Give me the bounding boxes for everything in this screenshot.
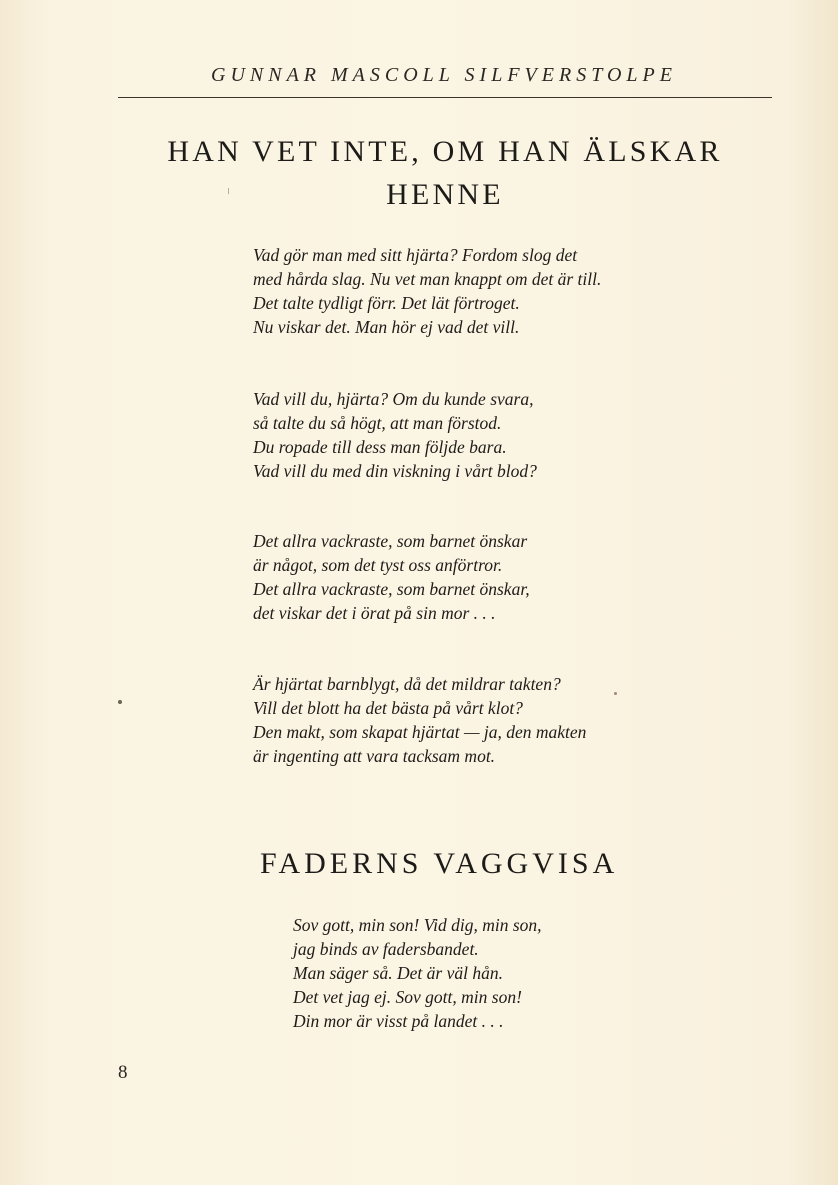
verse-line: Är hjärtat barnblygt, då det mildrar takten? bbox=[253, 674, 561, 694]
verse-line: Din mor är visst på landet . . . bbox=[293, 1011, 504, 1031]
verse-line: med hårda slag. Nu vet man knappt om det är till. bbox=[253, 269, 602, 289]
stanza-3 bbox=[253, 529, 530, 625]
verse-line: det viskar det i örat på sin mor . . . bbox=[253, 603, 496, 623]
verse-line: Det allra vackraste, som barnet önskar bbox=[253, 531, 528, 551]
verse-line: jag binds av fadersbandet. bbox=[293, 939, 479, 959]
page-number: 8 bbox=[118, 1062, 128, 1083]
verse-line: Det vet jag ej. Sov gott, min son! bbox=[293, 987, 522, 1007]
verse-line: är något, som det tyst oss anförtror. bbox=[253, 555, 503, 575]
stanza-2 bbox=[253, 387, 537, 483]
verse-line: Vill det blott ha det bästa på vårt klot? bbox=[253, 698, 523, 718]
verse-line: Vad vill du, hjärta? Om du kunde svara, bbox=[253, 389, 534, 409]
poem-title-line-1: HAN VET INTE, OM HAN ÄLSKAR bbox=[167, 135, 723, 168]
paper-speck bbox=[614, 692, 617, 695]
verse-line: är ingenting att vara tacksam mot. bbox=[253, 746, 496, 766]
second-poem-title: FADERNS VAGGVISA bbox=[260, 847, 619, 880]
stanza-4 bbox=[253, 672, 586, 768]
verse-line: Det allra vackraste, som barnet önskar, bbox=[253, 579, 530, 599]
verse-line: Den makt, som skapat hjärtat — ja, den makten bbox=[253, 722, 587, 742]
paper-speck bbox=[228, 188, 229, 194]
paper-speck bbox=[118, 700, 122, 704]
stanza-1 bbox=[253, 243, 601, 339]
verse-line: så talte du så högt, att man förstod. bbox=[253, 413, 502, 433]
running-head: GUNNAR MASCOLL SILFVERSTOLPE bbox=[211, 64, 677, 86]
verse-line: Du ropade till dess man följde bara. bbox=[253, 437, 507, 457]
verse-line: Det talte tydligt förr. Det lät förtroget. bbox=[253, 293, 520, 313]
header-rule bbox=[118, 97, 772, 98]
poem-title-line-2: HENNE bbox=[386, 178, 504, 211]
verse-line: Nu viskar det. Man hör ej vad det vill. bbox=[253, 317, 520, 337]
verse-line: Man säger så. Det är väl hån. bbox=[293, 963, 503, 983]
lullaby-stanza bbox=[293, 913, 542, 1033]
verse-line: Vad gör man med sitt hjärta? Fordom slog det bbox=[253, 245, 578, 265]
verse-line: Sov gott, min son! Vid dig, min son, bbox=[293, 915, 542, 935]
verse-line: Vad vill du med din viskning i vårt blod? bbox=[253, 461, 537, 481]
